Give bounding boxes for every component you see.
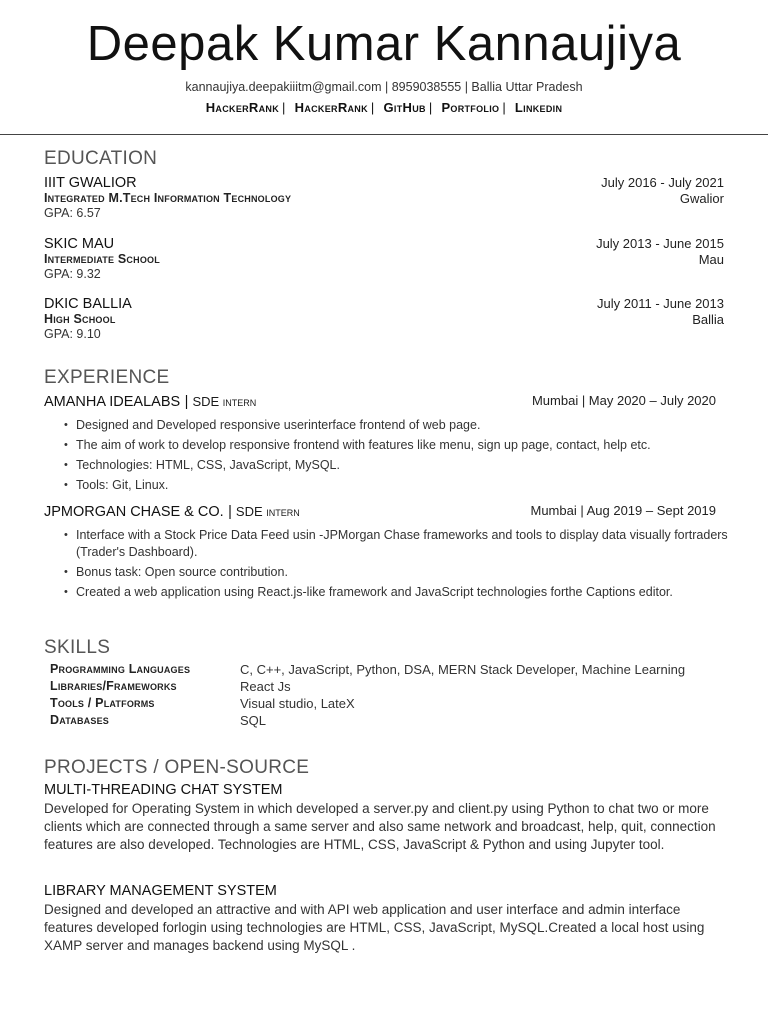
experience-bullets (62, 527, 746, 604)
header-divider (0, 134, 768, 135)
skill-values: React Js (240, 679, 291, 694)
institution-name: DKIC BALLIA (44, 296, 132, 312)
institution-name: IIIT GWALIOR (44, 175, 137, 191)
table-row (50, 679, 685, 696)
projects-heading: PROJECTS / OPEN-SOURCE (44, 757, 310, 778)
experience-location-dates: Mumbai | Aug 2019 – Sept 2019 (530, 503, 716, 518)
gpa: GPA: 6.57 (44, 206, 101, 220)
hackerrank-link[interactable]: HackerRank (205, 100, 280, 115)
gpa: GPA: 9.10 (44, 327, 101, 341)
link-separator: | (428, 100, 433, 115)
education-heading: EDUCATION (44, 148, 158, 169)
education-location: Gwalior (679, 191, 724, 206)
skill-values: SQL (240, 713, 267, 728)
job-role: SDE intern (235, 504, 300, 519)
skills-table (50, 662, 685, 730)
list-item: • Technologies: HTML, CSS, JavaScript, MySQL. (76, 457, 746, 474)
link-separator: | (370, 100, 375, 115)
profile-links (0, 100, 768, 115)
degree-name: Intermediate School (44, 252, 160, 266)
institution-name: SKIC MAU (44, 236, 115, 252)
list-item: • Tools: Git, Linux. (76, 477, 746, 494)
education-entry (44, 296, 724, 341)
skill-category: Databases (50, 713, 109, 727)
education-entry (44, 236, 724, 281)
link-separator: | (502, 100, 506, 115)
experience-location-dates: Mumbai | May 2020 – July 2020 (531, 393, 716, 408)
link-separator: | (282, 100, 286, 115)
project-title: MULTI-THREADING CHAT SYSTEM (44, 782, 283, 798)
skill-category: Programming Languages (50, 662, 191, 676)
linkedin-link[interactable]: Linkedin (514, 100, 563, 115)
education-dates: July 2011 - June 2013 (597, 296, 724, 311)
table-row (50, 696, 685, 713)
education-location: Mau (698, 252, 724, 267)
table-row (50, 713, 685, 730)
skill-category: Libraries/Frameworks (50, 679, 177, 693)
company-name: AMANHA IDEALABS (44, 394, 181, 410)
education-location: Ballia (692, 312, 724, 327)
education-dates: July 2013 - June 2015 (596, 236, 724, 251)
skill-category: Tools / Platforms (50, 696, 155, 710)
list-item: • The aim of work to develop responsive frontend with features like menu, sign up page, contact, help etc. (76, 437, 746, 454)
job-role: SDE intern (192, 394, 257, 409)
project-description: Designed and developed an attractive and with API web application and user interface and admin interface features developed forlogin using technologies are HTML, CSS, JavaScript, MySQL.Created a local host using XAMP server and manages backend using MySQL . (44, 902, 705, 953)
experience-bullets (62, 417, 746, 497)
project-description: Developed for Operating System in which developed a server.py and client.py using Python to chat two or more clients which are connected through a same server and also same network and broadcast, help, quit, connection features are also developed. Technologies are HTML, CSS, JavaScript & Python and using Jupyter tool. (44, 801, 716, 852)
gpa: GPA: 9.32 (44, 267, 101, 281)
hackerrank-link-2[interactable]: HackerRank (294, 100, 368, 115)
skills-heading: SKILLS (44, 637, 111, 658)
education-dates: July 2016 - July 2021 (601, 175, 724, 190)
candidate-name: Deepak Kumar Kannaujiya (86, 17, 682, 71)
degree-name: High School (44, 312, 116, 326)
experience-heading: EXPERIENCE (44, 367, 170, 388)
experience-entry-header: JPMORGAN CHASE & CO. | SDE intern Mumbai | Aug 2019 – Sept 2019 (44, 503, 716, 520)
skill-values: C, C++, JavaScript, Python, DSA, MERN Stack Developer, Machine Learning (240, 662, 686, 677)
list-item: • Bonus task: Open source contribution. (76, 564, 746, 581)
education-entry (44, 175, 724, 220)
list-item: • Interface with a Stock Price Data Feed usin -JPMorgan Chase frameworks and tools to display data visually fortraders (Trader's Dashboard). (76, 527, 746, 561)
table-row (50, 662, 685, 679)
contact-line: kannaujiya.deepakiiitm@gmail.com | 8959038555 | Ballia Uttar Pradesh (185, 80, 583, 94)
skill-values: Visual studio, LateX (240, 696, 355, 711)
company-name: JPMORGAN CHASE & CO. (44, 504, 224, 520)
degree-name: Integrated M.Tech Information Technology (44, 191, 292, 205)
project-title: LIBRARY MANAGEMENT SYSTEM (44, 883, 277, 899)
list-item: • Designed and Developed responsive userinterface frontend of web page. (76, 417, 746, 434)
experience-entry-header: AMANHA IDEALABS | SDE intern Mumbai | May 2020 – July 2020 (44, 393, 716, 410)
github-link[interactable]: GitHub (383, 100, 426, 115)
portfolio-link[interactable]: Portfolio (441, 100, 500, 115)
list-item: • Created a web application using React.js-like framework and JavaScript technologies forthe Captions editor. (76, 584, 746, 601)
